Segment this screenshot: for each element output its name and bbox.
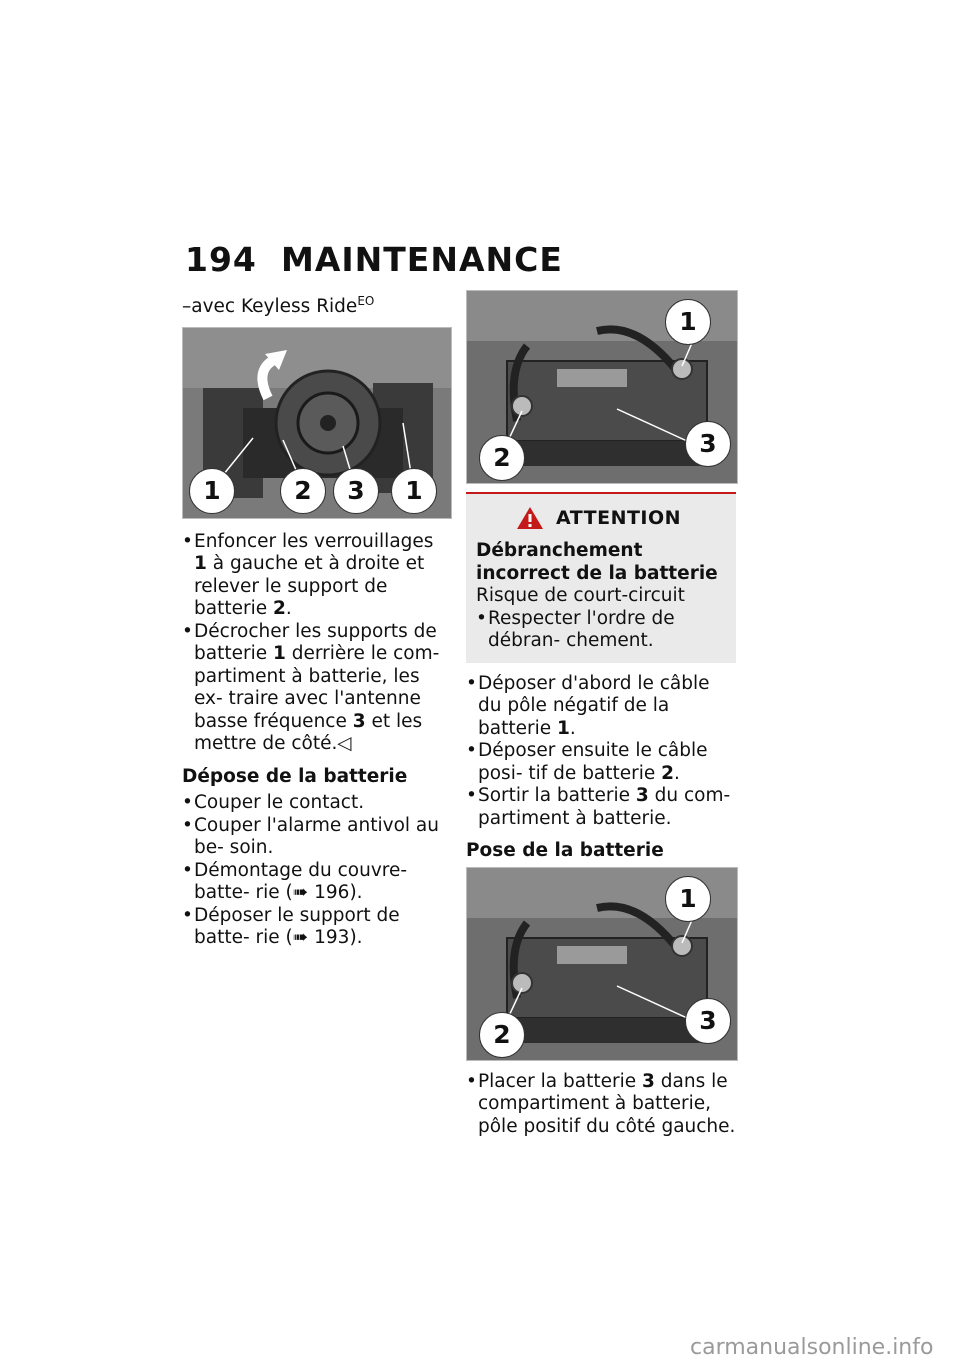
- callout-1-left: 1: [189, 468, 235, 514]
- list-item: • Sortir la batterie 3 du com- partiment à batterie.: [466, 785, 736, 830]
- page-number: 194: [185, 240, 257, 279]
- battery-support-photo: [182, 327, 452, 519]
- attention-label: ATTENTION: [556, 506, 682, 529]
- install-heading: Pose de la batterie: [466, 840, 664, 861]
- callout-1: 1: [665, 876, 711, 922]
- warning-triangle-icon: [516, 506, 544, 530]
- list-item: • Placer la batterie 3 dans le compartiment à batterie, pôle positif du côté gauche.: [466, 1071, 736, 1139]
- removal-steps-list: [182, 792, 452, 950]
- install-steps-list: [466, 1071, 736, 1139]
- page-header: [185, 240, 563, 279]
- right-column: [466, 290, 736, 1138]
- disconnect-steps-list: [466, 673, 736, 831]
- attention-header: [476, 506, 726, 530]
- attention-title: Débranchement incorrect de la batterie: [476, 540, 718, 584]
- left-column: [182, 290, 452, 950]
- list-item: • Respecter l'ordre de débran- chement.: [476, 608, 726, 653]
- callout-2: 2: [479, 1012, 525, 1058]
- battery-cables-photo-1: [466, 290, 738, 484]
- support-steps-list: [182, 531, 452, 756]
- list-item: • Enfoncer les verrouillages 1 à gauche et à droite et relever le support de batterie 2.: [182, 531, 452, 621]
- list-item: • Déposer le support de batte- rie (➠ 193).: [182, 905, 452, 950]
- list-item: • Décrocher les supports de batterie 1 derrière le com- partiment à batterie, les ex- traire avec l'antenne basse fréquence 3 et les mettre de côté.◁: [182, 621, 452, 756]
- callout-3: 3: [685, 998, 731, 1044]
- callout-2: 2: [479, 435, 525, 481]
- subtitle-text: –avec Keyless Ride: [182, 296, 358, 317]
- keyless-ride-subtitle: [182, 290, 452, 319]
- list-item: • Couper le contact.: [182, 792, 452, 815]
- attention-box: [466, 492, 736, 663]
- list-item: • Déposer d'abord le câble du pôle négatif de la batterie 1.: [466, 673, 736, 741]
- list-item: • Déposer ensuite le câble posi- tif de batterie 2.: [466, 740, 736, 785]
- callout-3: 3: [333, 468, 379, 514]
- callout-1: 1: [665, 299, 711, 345]
- watermark: carmanualsonline.info: [690, 1335, 934, 1360]
- subtitle-superscript: EO: [357, 294, 375, 308]
- callout-2: 2: [280, 468, 326, 514]
- attention-list: [476, 608, 726, 653]
- removal-heading: Dépose de la batterie: [182, 765, 408, 787]
- list-item: • Démontage du couvre-batte- rie (➠ 196).: [182, 860, 452, 905]
- callout-3: 3: [685, 421, 731, 467]
- callout-1-right: 1: [391, 468, 437, 514]
- battery-cables-photo-2: [466, 867, 738, 1061]
- attention-risk: Risque de court-circuit: [476, 585, 685, 606]
- list-item: • Couper l'alarme antivol au be- soin.: [182, 815, 452, 860]
- section-title: MAINTENANCE: [281, 240, 563, 279]
